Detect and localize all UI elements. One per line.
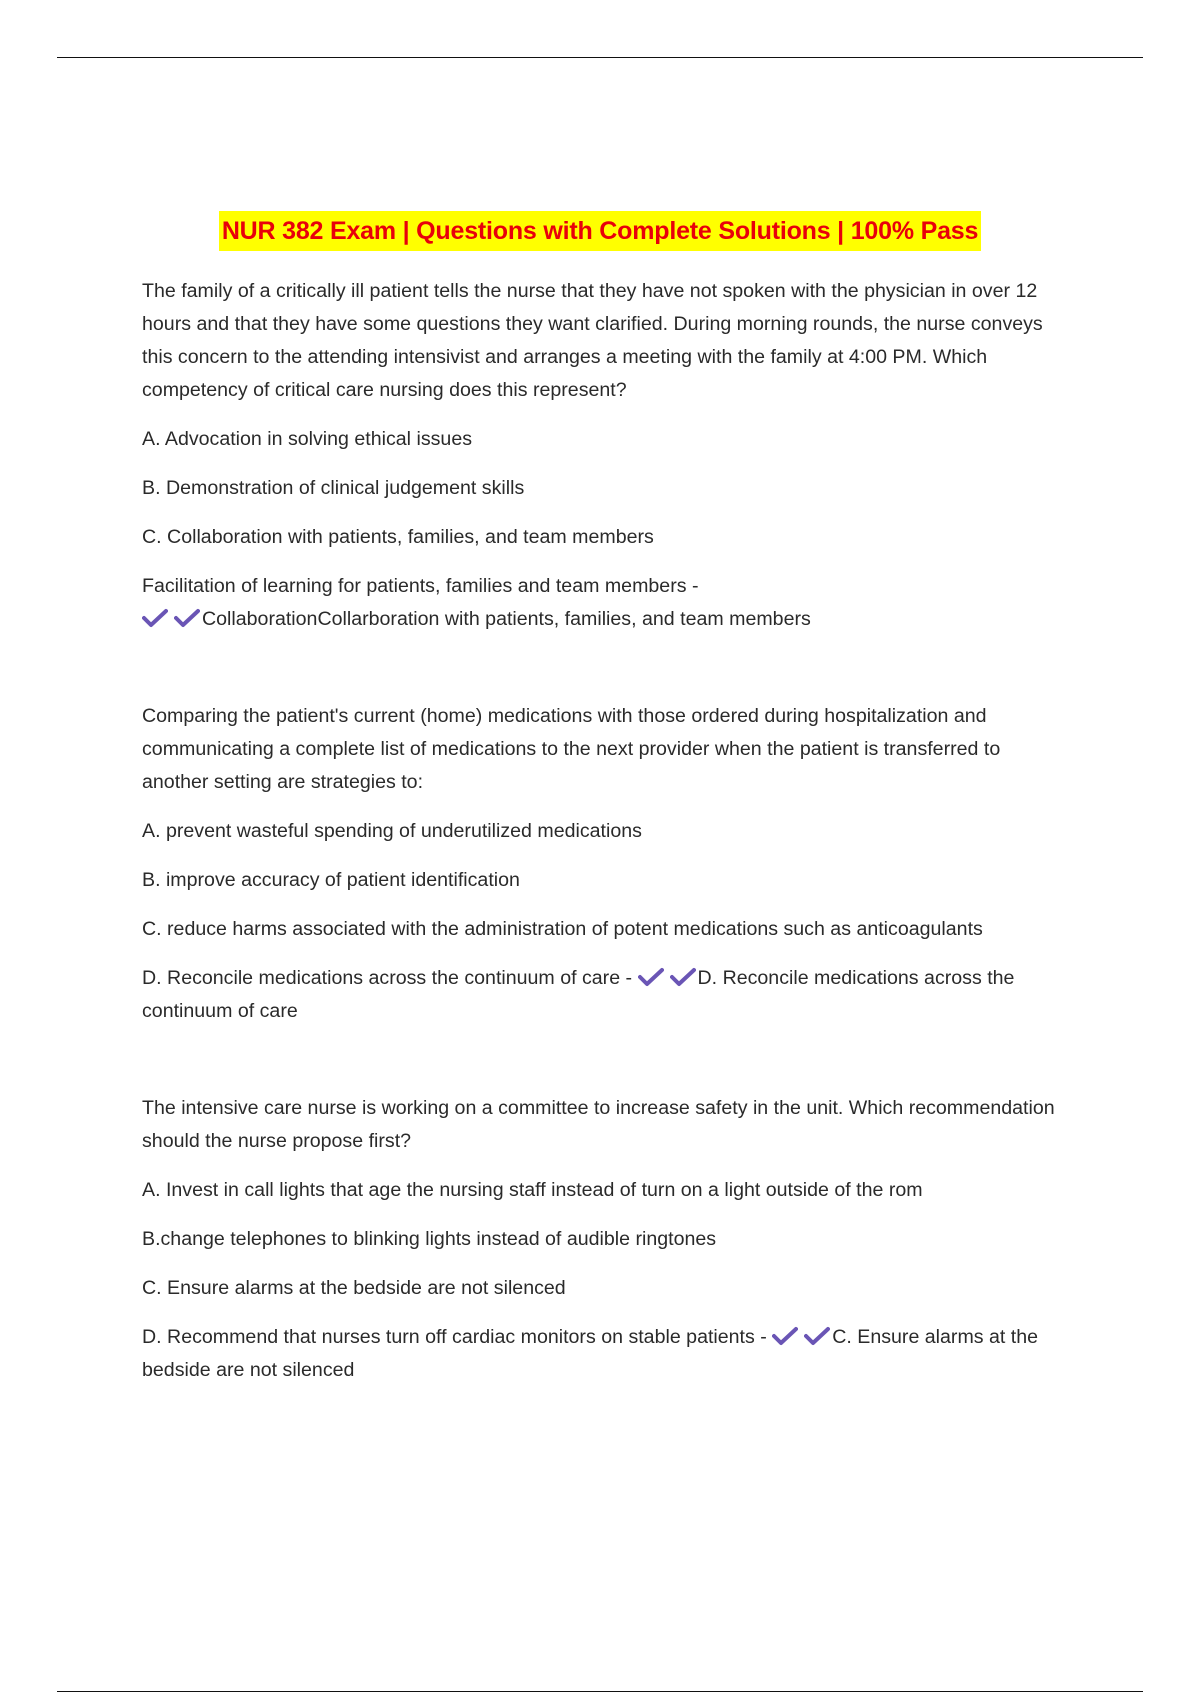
answer-line <box>142 1321 1072 1387</box>
question-block-2 <box>142 700 1072 1028</box>
answer-option: C. reduce harms associated with the administration of potent medications such as anticoagulants <box>142 918 983 940</box>
answer-check-group <box>772 1326 832 1348</box>
title-wrapper <box>0 211 1200 251</box>
answer-option: C. Ensure alarms at the bedside are not silenced <box>142 1277 566 1299</box>
answer-option: A. Advocation in solving ethical issues <box>142 428 473 450</box>
correct-answer: D. Reconcile medications across the continuum of care <box>142 967 1015 1022</box>
answer-option: A. prevent wasteful spending of underutilized medications <box>142 820 642 842</box>
question-block-1 <box>142 275 1072 636</box>
answer-line <box>142 962 1072 1028</box>
question-stem: The intensive care nurse is working on a committee to increase safety in the unit. Which recommendation should the nurse propose first? <box>142 1097 1055 1152</box>
document-body <box>142 275 1072 1387</box>
bottom-rule <box>57 1691 1143 1692</box>
answer-check-group <box>638 967 698 989</box>
top-rule <box>57 57 1143 58</box>
answer-option: Facilitation of learning for patients, families and team members - <box>142 575 699 597</box>
check-mark-icon <box>174 608 200 628</box>
check-mark-icon <box>638 967 664 987</box>
correct-answer: C. Ensure alarms at the bedside are not silenced <box>142 1326 1039 1381</box>
question-stem: Comparing the patient's current (home) medications with those ordered during hospitalization and communicating a complete list of medications to the next provider when the patient is transferred to another setting are strategies to: <box>142 705 1001 793</box>
answer-line <box>142 570 1072 636</box>
check-mark-icon <box>670 967 696 987</box>
answer-option: C. Collaboration with patients, families, and team members <box>142 526 654 548</box>
answer-option: B.change telephones to blinking lights instead of audible ringtones <box>142 1228 717 1250</box>
answer-option: A. Invest in call lights that age the nursing staff instead of turn on a light outside of the rom <box>142 1179 923 1201</box>
answer-option: D. Recommend that nurses turn off cardiac monitors on stable patients - <box>142 1326 767 1348</box>
answer-check-group <box>142 608 202 630</box>
answer-option: D. Reconcile medications across the continuum of care - <box>142 967 633 989</box>
correct-answer: CollaborationCollarboration with patients, families, and team members <box>202 608 811 630</box>
page-title: NUR 382 Exam | Questions with Complete Solutions | 100% Pass <box>219 211 981 251</box>
answer-option: B. Demonstration of clinical judgement skills <box>142 477 525 499</box>
answer-option: B. improve accuracy of patient identification <box>142 869 520 891</box>
check-mark-icon <box>804 1326 830 1346</box>
question-block-3 <box>142 1092 1072 1387</box>
check-mark-icon <box>142 608 168 628</box>
question-stem: The family of a critically ill patient tells the nurse that they have not spoken with the physician in over 12 hours and that they have some questions they want clarified. During morning rounds, the nurse conveys this concern to the attending intensivist and arranges a meeting with the family at 4:00 PM. Which competency of critical care nursing does this represent? <box>142 280 1043 401</box>
check-mark-icon <box>772 1326 798 1346</box>
